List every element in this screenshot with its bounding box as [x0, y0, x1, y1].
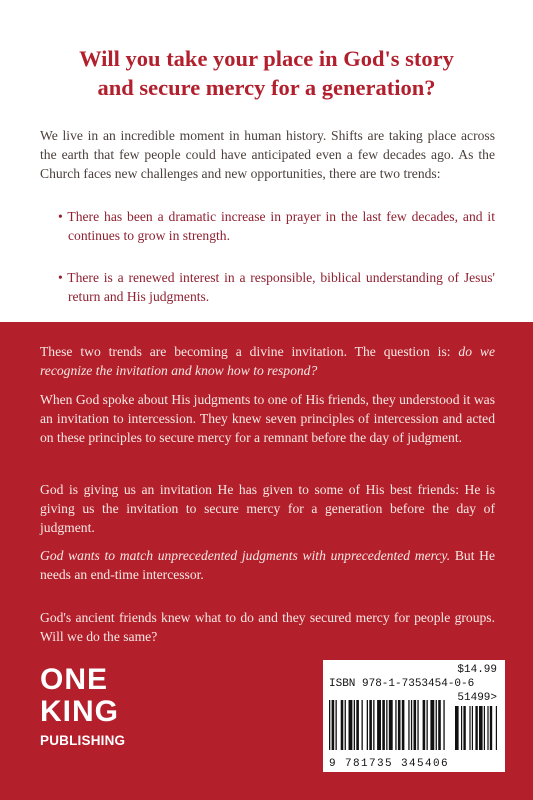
headline	[40, 44, 493, 102]
paragraph-invitation	[40, 342, 495, 380]
paragraph-invitation-question: do we recognize the invitation and know how to respond?	[40, 344, 495, 378]
bullet-return: • There is a renewed interest in a responsible, biblical understanding of Jesus' return and His judgments.	[58, 270, 495, 304]
paragraph-best-friends: God is giving us an invitation He has given to some of His best friends: He is giving us the invitation to secure mercy for a generation before the day of judgment.	[40, 482, 495, 535]
headline-line-1: Will you take your place in God's story	[79, 46, 454, 71]
paragraph-invitation-text: These two trends are becoming a divine invitation. The question is:	[40, 344, 459, 359]
barcode-addon-code: 51499>	[457, 692, 497, 704]
publisher-logo-one: ONE	[40, 663, 109, 696]
barcode-isbn: ISBN 978-1-7353454-0-6	[329, 678, 475, 690]
barcode-number: 9 781735 345406	[329, 758, 450, 770]
paragraph-ancient-friends: God's ancient friends knew what to do and they secured mercy for people groups. Will we do the same?	[40, 610, 495, 644]
barcode-price: $14.99	[457, 664, 497, 676]
paragraph-mercy-text: But He needs an end-time intercessor.	[40, 548, 496, 582]
paragraph-mercy	[40, 546, 495, 584]
top-section	[0, 0, 533, 322]
paragraph-friends: When God spoke about His judgments to one of His friends, they understood it was an invitation to intercession. They knew seven principles of intercession and acted on these principles to secure mercy for a remnant before the day of judgment.	[40, 392, 495, 445]
barcode-bars	[329, 692, 499, 758]
publisher-logo-king: KING	[40, 695, 119, 728]
intro-paragraph: We live in an incredible moment in human history. Shifts are taking place across the earth that few people could have anticipated even a few decades ago. As the Church faces new challenges and new opportunities, there are two trends:	[40, 128, 495, 181]
barcode	[323, 660, 505, 772]
headline-line-2: and secure mercy for a generation?	[97, 75, 436, 100]
publisher-logo-publishing: PUBLISHING	[40, 733, 126, 748]
paragraph-mercy-italic: God wants to match unprecedented judgments with unprecedented mercy.	[40, 548, 451, 563]
bullet-prayer: • There has been a dramatic increase in prayer in the last few decades, and it continues to grow in strength.	[58, 209, 495, 243]
publisher-logo	[40, 664, 150, 750]
